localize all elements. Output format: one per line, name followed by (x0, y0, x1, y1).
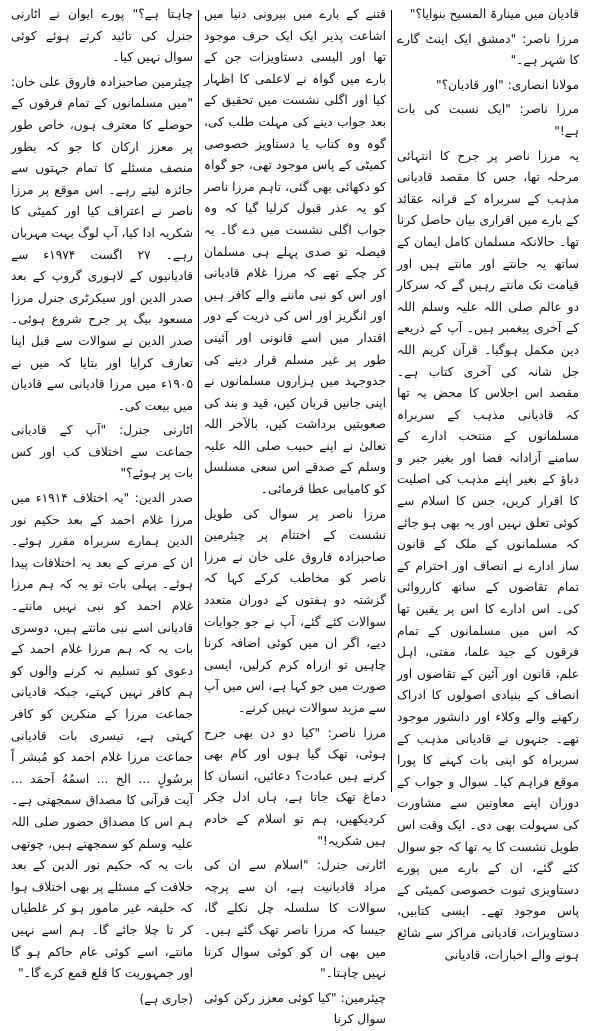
column-left (6, 4, 198, 1006)
paragraph: چیئرمین: "کیا کوئی معزز رکن کوئی سوال کرنا (204, 990, 386, 1027)
paragraph: مرزا ناصر: "دمشق ایک اینٹ گارے کا شہر ہے۔" (397, 31, 579, 68)
paragraph: یہ مرزا ناصر پر جرح کا انتہائی مرحلہ تھا، جس کا مقصد قادیانی مذہب کے سربراہ کے فرانہ عقائد کے بارے میں اقراری بیان حاصل کرنا تھا۔ حالانکہ مسلمان کامل ایمان کے ساتھ یہ جانتے اور مانتے ہیں اور قیامت تک مانتے رہیں گے کہ سرکار دو عالم صلی اللہ علیہ وسلم اللہ کے آخری پیغمبر ہیں۔ آپ کے ذریعے دین مکمل ہوگیا۔ قرآن کریم اللہ جل شانہ کی آخری کتاب ہے۔ مقصد اس اجلاس کا محض یہ تھا کہ قادیانی مذہب کے سربراہ مسلمانوں کے منتخب ادارے کے سامنے آزادانہ فضا اور بغیر جبر و دباؤ کے بغیر اپنے مذہب کی اصلیت کا اقرار کریں، جس کا اسلام سے کوئی تعلق نہیں اور یہ بھی ہو جائے کہ مسلمانوں کے ملک کے قانون ساز ادارے نے انصاف اور احترام کے تمام تقاضوں کے ساتھ کارروائی کی۔ اس ادارے کا اس پر یقین تھا کہ اس میں مسلمانوں کے تمام فرقوں کے جید علما، مفتی، اہل علم، قانون اور آئین کے تقاضوں اور انصاف کے بنیادی اصولوں کا ادراک رکھنے والے وکلاء اور دانشور موجود تھے۔ جنہوں نے قادیانی مذہب کے سربراہ کو اپنی بات کہنے کا پورا موقع فراہم کیا۔ سوال و جواب کے دوران اپنے معاونین سے مشاورت کی سہولت بھی دی۔ ایک وقت اس طویل نشست کا یہ تھا کہ جو سوال کئے گئے، ان کے بارے میں پورے دستاویزی ثبوت خصوصی کمیٹی کے پاس موجود تھے۔ ایسی کتابیں، دستاویزات، قادیانی مراکز سے شائع ہونے والے اخبارات، قادیانی (397, 148, 579, 962)
paragraph: مرزا ناصر: "کیا دو دن بھی جرح ہوئی، تھک گیا ہوں اور کام بھی کرنے ہیں عبادت؟ دعائیں، انسان کا دماغ تھک جاتا ہے، ہاں ادل چکر کردیکھیں، ہم تو اسلام کے خادم ہیں شکریہ!" (204, 725, 386, 848)
paragraph: اٹارنی جنرل: "آپ کے قادیانی جماعت سے اختلاف کب اور کس بات پر ہوئے؟" (11, 423, 193, 481)
continued-note: (جاری ہے) (139, 991, 193, 1006)
paragraph: مرزا ناصر: "ایک نسبت کی بات ہے!" (397, 102, 579, 138)
paragraph: صدر الدین: "یہ اختلاف ۱۹۱۴ء میں مرزا غلام احمد کے بعد حکیم نور الدین ہمارے سربراہ مقرر ہوئے۔ ان کے مرنے کے بعد یہ اختلافات پیدا ہوئے۔ پہلی بات تو یہ کہ ہم مرزا غلام احمد کو نبی نہیں مانتے۔ قادیانی اسے نبی مانتے ہیں، دوسری بات یہ کہ ہم مرزا غلام احمد کے دعوی کو تسلیم نہ کرنے والوں کو ہم کافر نہیں کہتے، جبکہ قادیانی جماعت مرزا کے منکرین کو کافر کہتی ہے، تیسری بات قادیانی جماعت مرزا غلام احمد کو مُبشر اً برسُولٍ ... الخ ... اسمُهُ اَحمَد ... آیت قرآنی کا مصداق سمجھتی ہے۔ ہم اس کا مصداق حضور صلی اللہ علیہ وسلم کو سمجھتے ہیں، چوتھی بات یہ کہ حکیم نور الدین کے بعد خلافت کے مسئلے پر بھی اختلاف ہوا کہ خلیفہ غیر مامور ہو کر غلطیاں کر تا چلا جائے گا۔ ہم اسے نہیں مانتے، اسے کوئی عام حاکم ہو گا اور جمہوریت کا قلع قمع کرے گا۔" (11, 491, 193, 981)
paragraph: چاہتا ہے؟" پورے ایوان نے اٹارنی جنرل کی تائید کرتے ہوئے کوئی سوال نہیں کیا۔ (11, 7, 193, 65)
paragraph: اٹارنی جنرل: "اسلام سے ان کی مراد قادیانیت ہے، ان سے پرچہ سوالات کا سلسلہ چل نکلے گا، جیسا کہ مرزا ناصر تھک گئے ہیں۔ میں بھی ان کو کوئی سوال کرنا نہیں چاہتا۔" (204, 858, 386, 981)
paragraph: مرزا ناصر پر سوال کی طویل نشست کے اختتام پر چیئرمین صاحبزادہ فاروق علی خان نے مرزا ناصر کو مخاطب کرکے کہا کہ گزشتہ دو ہفتوں کے دوران متعدد سوالات کئے گئے، آپ نے جو جوابات دیے، اگر ان میں کوئی اضافہ کرنا چاہیں تو ازراہ کرم کرلیں، ایسی صورت میں جو کہا ہے، اس میں آپ سے مزید سوالات نہیں کرنے۔ (204, 506, 386, 715)
column-right (392, 4, 584, 962)
paragraph: قتنے کے بارے میں بیرونی دنیا میں اشاعت پذیر ایک ایک حرف موجود تھا اور الیسی دستاویزات جن کے بارے میں گواہ نے لاعلمی کا اظہار کیا اور اگلی نشست میں تحقیق کے بعد جواب دینے کی مہلت طلب کی، گوہ وہ کتاب یا دستاویز خصوصی کمیٹی کے پاس موجود تھی، جو گواہ کو دکھائی بھی گئی، تاہم مرزا ناصر کو یہ عذر قبول کرلیا گیا کہ وہ جواب اگلی نشست میں دے گا۔ یہ فیصلہ تو صدی پہلے ہی مسلمان کر چکے تھے کہ مرزا غلام قادیانی اور اس کو نبی ماننے والے کافر ہیں اور انگریز اور اس کی ذریت کے دور اقتدار میں اسے قانونی اور آئینی طور پر غیر مسلم قرار دینے کی جدوجہد میں ہزاروں مسلمانوں نے اپنی جانیں قربان کیں، قید و بند کی صعوبتیں برداشت کیں، بالآخر اللہ تعالیٰ نے اپنے حبیب صلی اللہ علیہ وسلم کے صدقے اس سعی مسلسل کو کامیابی عطا فرمائی۔ (204, 7, 386, 497)
paragraph: قادیان میں مینارۃ المسیح بنوایا؟" (409, 7, 579, 21)
paragraph: چیئرمین صاحبزادہ فاروق علی خان: "میں مسلمانوں کے تمام فرقوں کے حوصلے کا معترف ہوں، خاص طور پر معزز ارکان کا جو کہ بطور منصف مسئلے کا تمام جہتوں سے جائزہ لیتے رہے۔ اس موقع پر مرزا ناصر نے اعتراف کیا اور کمیٹی کا شکریہ ادا کیا، آپ لوگ بہت مہربان رہے۔ ۲۷ اگست ۱۹۷۴ء سے قادیانیوں کے لاہوری گروپ کے بعد صدر الدین اور سیکرٹری جنرل مرزا مسعود بیگ پر جرح شروع ہوئی۔ صدر الدین نے سوالات سے قبل اپنا تعارف کرایا اور بتایا کہ میں نے ۱۹۰۵ء میں مرزا قادیانی سے قادیان میں بیعت کی۔ (11, 74, 193, 413)
paragraph: مولانا انصاری: "اور قادیان؟" (436, 77, 579, 92)
column-middle (199, 4, 391, 1027)
